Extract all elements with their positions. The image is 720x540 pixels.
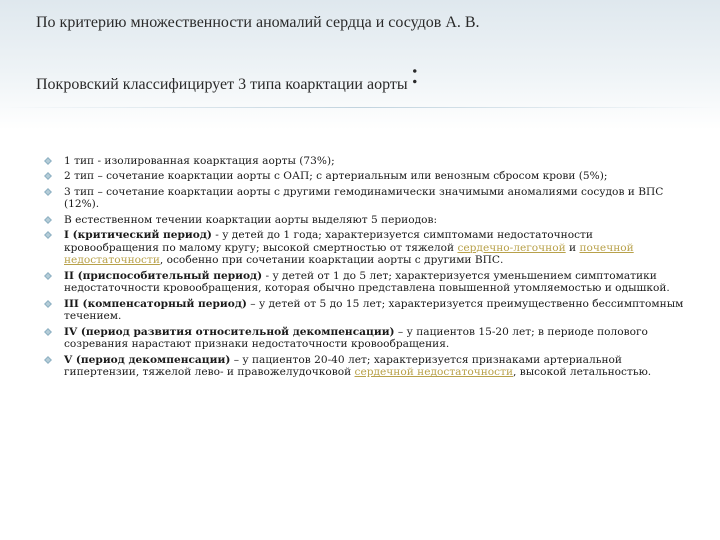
list-item-type-3 [44,186,684,211]
item-text: - у детей от 1 до 5 лет; характеризуется уменьшением симптоматики недостаточности кровообращения, которая обычно представлена повышенной утомляемостью и одышкой. [64,269,670,295]
list-item-period-1 [44,229,684,267]
bullet-icon [44,188,52,196]
list-item-period-3 [44,298,684,323]
item-text: – сочетание коарктации аорты с другими гемодинамически значимыми аномалиями сосудов и ВПС (12%). [64,185,664,211]
item-term: V (период декомпенсации) [64,353,231,366]
item-term: 1 тип [64,155,95,167]
item-text: – у пациентов 15-20 лет; в периоде полового созревания нарастают признаки недостаточности кровообращения. [64,325,648,351]
list-item-type-2 [44,170,684,183]
item-term: I (критический период) [64,228,212,241]
item-text: - изолированная коарктация аорты (73%); [94,155,335,167]
bullet-icon [44,328,52,336]
bullet-icon [44,300,52,308]
slide-title-line-2-text: Покровский классифицирует 3 типа коарктации аорты [36,76,408,93]
item-term: II (приспособительный период) [64,269,263,282]
item-text: – у детей от 5 до 15 лет; характеризуется преимущественно бессимптомным течением. [64,297,684,323]
slide-title-line-1: По критерию множественности аномалий сердца и сосудов А. В. [36,14,480,31]
item-term: 2 тип [64,170,95,183]
item-text: – сочетание коарктации аорты с ОАП; с артериальным или венозным сбросом крови (5%); [94,170,608,183]
item-text: – у пациентов 20-40 лет; характеризуется признаками артериальной гипертензии, тяжелой лево- и правожелудочковой [64,353,622,379]
item-text-tail: , особенно при сочетании коарктации аорты с другими ВПС. [159,254,504,267]
bullet-icon [44,231,52,239]
slide-content [44,155,684,382]
bullet-icon [44,157,52,165]
item-term: 3 тип [64,185,95,198]
item-text: В естественном течении коарктации аорты выделяют 5 периодов: [64,213,438,226]
list-item-period-4 [44,326,684,351]
bullet-icon [44,172,52,180]
title-colon: : [410,57,419,90]
item-term: III (компенсаторный период) [64,297,247,310]
link-cardiopulmonary[interactable]: сердечно-легочной [457,241,566,254]
slide-title-line-2 [36,57,419,94]
item-text-joiner: и [565,241,580,254]
item-term: IV (период развития относительной декомпенсации) [64,325,395,338]
list-item-period-5 [44,354,684,379]
item-text-tail: , высокой летальностью. [513,366,652,379]
link-heart-failure[interactable]: сердечной недостаточности [354,366,514,379]
link-renal-failure[interactable]: почечной недостаточности [64,241,634,267]
list-item-period-2 [44,270,684,295]
item-text: - у детей до 1 года; характеризуется симптомами недостаточности кровообращения по малому кругу; высокой смертностью от тяжелой [64,228,593,254]
bullet-list [44,155,684,379]
list-item-periods-intro [44,214,684,227]
list-item-type-1 [44,155,684,168]
bullet-icon [44,272,52,280]
bullet-icon [44,216,52,224]
bullet-icon [44,356,52,364]
